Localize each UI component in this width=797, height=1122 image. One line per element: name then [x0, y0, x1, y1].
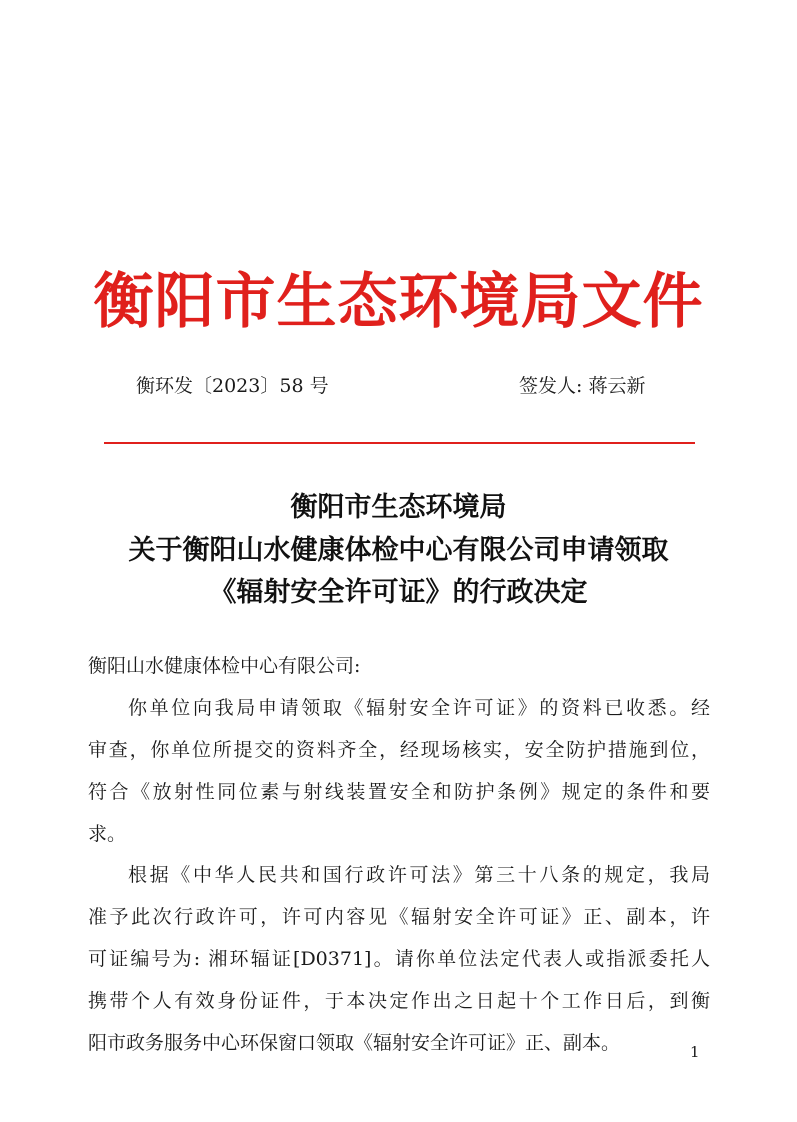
- paragraph-2-line: 可证编号为: 湘环辐证[D0371]。请你单位法定代表人或指派委托人: [88, 948, 710, 970]
- document-title-line-2: 关于衡阳山水健康体检中心有限公司申请领取: [128, 535, 669, 566]
- paragraph-1-line: 审查，你单位所提交的资料齐全，经现场核实，安全防护措施到位，: [88, 739, 710, 761]
- document-title-line-1: 衡阳市生态环境局: [290, 492, 507, 523]
- paragraph-2-line: 准予此次行政许可，许可内容见《辐射安全许可证》正、副本，许: [88, 906, 710, 928]
- document-title-line-3: 《辐射安全许可证》的行政决定: [209, 577, 588, 608]
- addressee: 衡阳山水健康体检中心有限公司:: [88, 655, 361, 677]
- paragraph-2-line: 阳市政务服务中心环保窗口领取《辐射安全许可证》正、副本。: [88, 1032, 621, 1054]
- paragraph-2-line: 携带个人有效身份证件，于本决定作出之日起十个工作日后，到衡: [88, 990, 710, 1012]
- signer: 签发人: 蒋云新: [519, 375, 646, 397]
- paragraph-2-line: 根据《中华人民共和国行政许可法》第三十八条的规定，我局: [128, 864, 710, 886]
- header-divider: [104, 442, 695, 444]
- paragraph-1-line: 符合《放射性同位素与射线装置安全和防护条例》规定的条件和要: [88, 781, 710, 803]
- document-number: 衡环发〔2023〕58 号: [136, 375, 329, 397]
- page-number: 1: [690, 1043, 700, 1061]
- paragraph-1-line: 你单位向我局申请领取《辐射安全许可证》的资料已收悉。经: [128, 697, 710, 719]
- paragraph-1-line: 求。: [88, 823, 127, 845]
- document-org-title: 衡阳市生态环境局文件: [93, 267, 704, 337]
